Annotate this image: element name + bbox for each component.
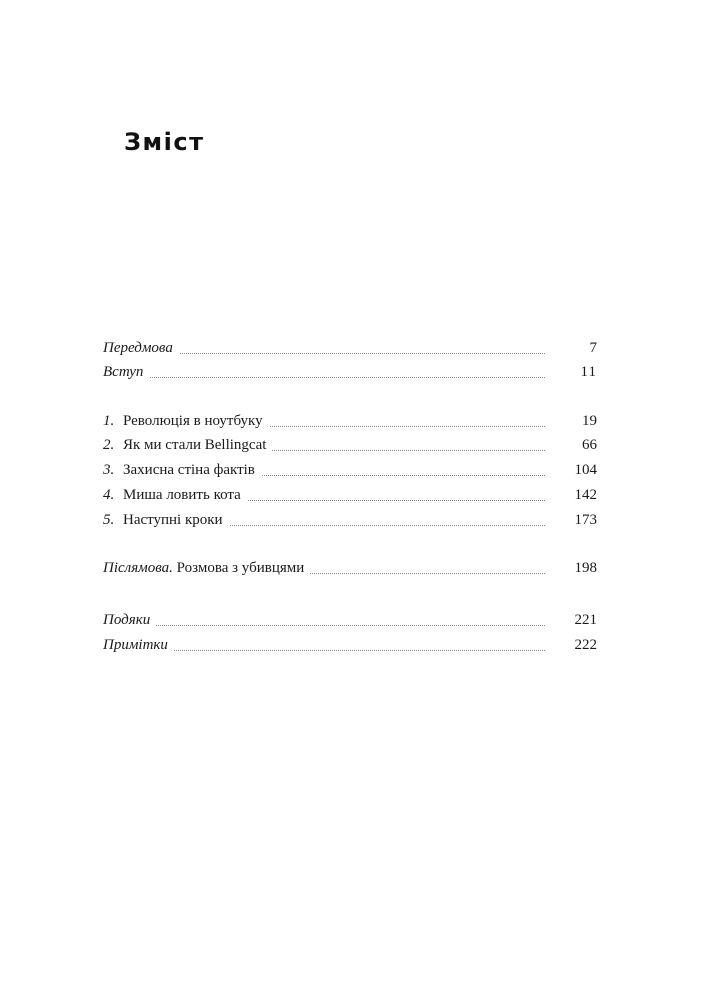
- entry-title: Наступні кроки: [123, 512, 229, 528]
- entry-title: Передмова: [103, 340, 179, 356]
- chapter-number: 2.: [103, 437, 115, 453]
- entry-page-number: 221: [574, 612, 597, 628]
- chapter-number: 5.: [103, 512, 115, 528]
- entry-page-number: 222: [574, 637, 597, 653]
- chapter-number: 3.: [103, 462, 115, 478]
- chapter-number: 4.: [103, 487, 115, 503]
- toc-entry-chapter-5[interactable]: [103, 509, 597, 531]
- toc-entry-chapter-2[interactable]: [103, 434, 597, 456]
- entry-page-number: 66: [582, 437, 597, 453]
- entry-page-number: 142: [574, 487, 597, 503]
- table-of-contents: [103, 0, 597, 1000]
- toc-entry-afterword[interactable]: [103, 557, 597, 579]
- toc-entry-acknowledgements[interactable]: [103, 609, 597, 631]
- entry-page-number: 104: [574, 462, 597, 478]
- toc-entry-chapter-3[interactable]: [103, 459, 597, 481]
- chapter-number: 1.: [103, 413, 115, 429]
- entry-title: Революція в ноутбуку: [123, 413, 269, 429]
- entry-title: Миша ловить кота: [123, 487, 247, 503]
- dot-leader: [103, 625, 545, 626]
- afterword-subtitle: Розмова з убивцями: [172, 560, 305, 576]
- entry-page-number: 198: [574, 560, 597, 576]
- entry-page-number: 7: [589, 340, 597, 356]
- entry-title: Як ми стали Bellingcat: [123, 437, 272, 453]
- entry-page-number: 173: [574, 512, 597, 528]
- entry-title: Вступ: [103, 364, 149, 380]
- entry-page-number: 19: [582, 413, 597, 429]
- entry-title: [103, 560, 310, 576]
- entry-title: Захисна стіна фактів: [123, 462, 261, 478]
- page-title: Зміст: [124, 128, 205, 156]
- entry-page-number: 11: [580, 364, 597, 380]
- toc-entry-chapter-1[interactable]: [103, 410, 597, 432]
- dot-leader: [103, 377, 545, 378]
- toc-entry-chapter-4[interactable]: [103, 484, 597, 506]
- afterword-label: Післямова.: [103, 560, 173, 576]
- toc-entry-notes[interactable]: [103, 634, 597, 656]
- entry-title: Примітки: [103, 637, 174, 653]
- entry-title: Подяки: [103, 612, 156, 628]
- toc-entry-foreword[interactable]: [103, 337, 597, 359]
- toc-entry-introduction[interactable]: [103, 361, 597, 383]
